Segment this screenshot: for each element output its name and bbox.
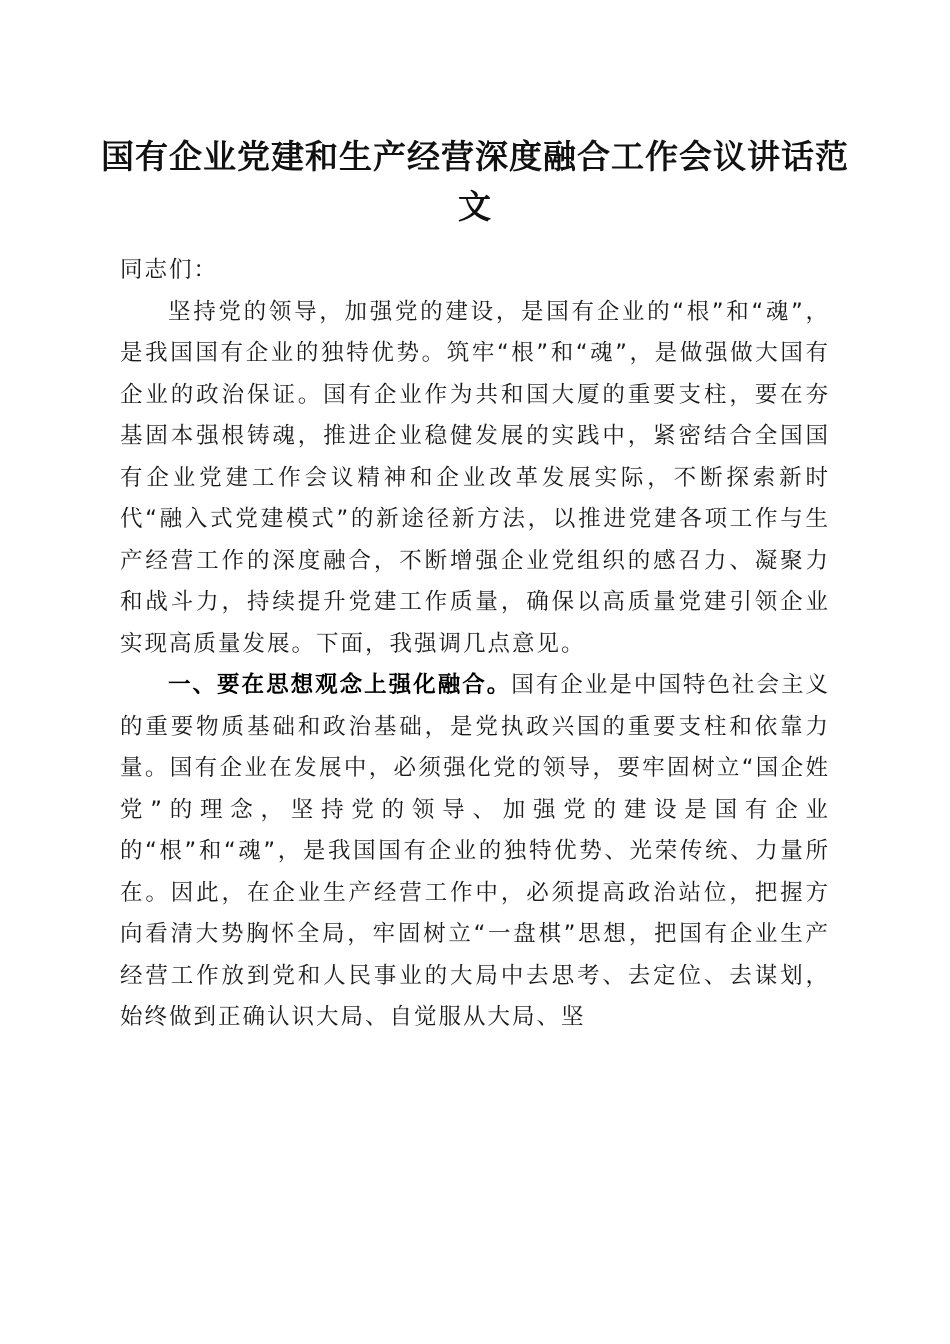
document-body [120, 250, 830, 1039]
document-title: 国有企业党建和生产经营深度融合工作会议讲话范文 [101, 137, 849, 226]
paragraph-intro: 坚持党的领导，加强党的建设，是国有企业的“根”和“魂”，是我国国有企业的独特优势。筑牢“根”和“魂”，是做强做大国有企业的政治保证。国有企业作为共和国大厦的重要支柱，要在夯基固本强根铸魂，推进企业稳健发展的实践中，紧密结合全国国有企业党建工作会议精神和企业改革发展实际，不断探索新时代“融入式党建模式”的新途径新方法，以推进党建各项工作与生产经营工作的深度融合，不断增强企业党组织的感召力、凝聚力和战斗力，持续提升党建工作质量，确保以高质量党建引领企业实现高质量发展。下面，我强调几点意见。 [120, 298, 830, 657]
section-1-text: 国有企业是中国特色社会主义的重要物质基础和政治基础，是党执政兴国的重要支柱和依靠力量。国有企业在发展中，必须强化党的领导，要牢固树立“国企姓党”的理念，坚持党的领导、加强党的建设是国有企业的“根”和“魂”，是我国国有企业的独特优势、光荣传统、力量所在。因此，在企业生产经营工作中，必须提高政治站位，把握方向看清大势胸怀全局，牢固树立“一盘棋”思想，把国有企业生产经营工作放到党和人民事业的大局中去思考、去定位、去谋划，始终做到正确认识大局、自觉服从大局、坚 [120, 672, 830, 1030]
section-1-heading: 一、要在思想观念上强化融合。 [168, 672, 512, 698]
greeting: 同志们： [120, 257, 219, 283]
paragraph-section-1 [120, 665, 830, 1039]
